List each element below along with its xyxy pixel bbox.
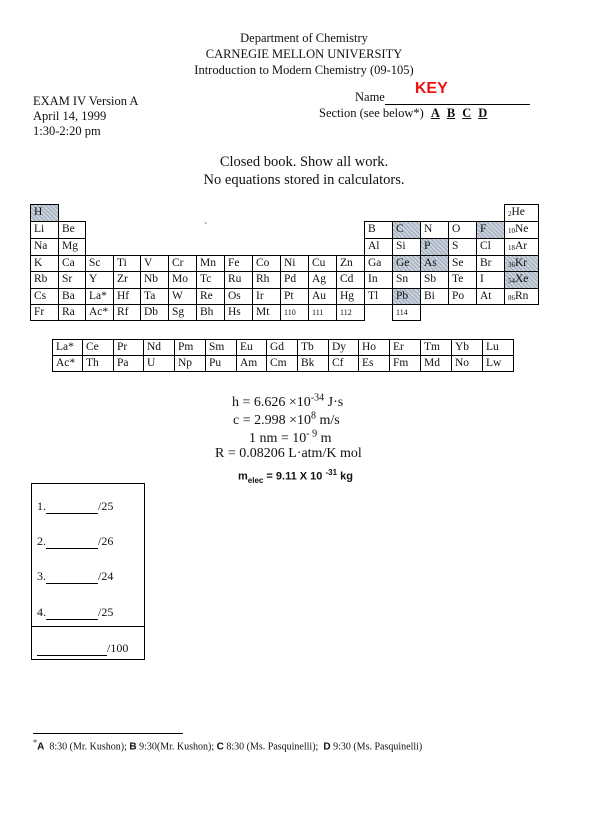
element-cell: Hf xyxy=(113,288,141,305)
exam-date: April 14, 1999 xyxy=(33,109,107,123)
instructions xyxy=(0,153,608,189)
element-cell: Sn xyxy=(392,271,421,289)
element-cell: Pr xyxy=(113,339,144,356)
element-cell: Se xyxy=(448,255,477,272)
element-cell: Tc xyxy=(196,271,225,289)
element-cell: Zr xyxy=(113,271,141,289)
element-cell: Lw xyxy=(482,355,514,372)
element-cell: Cd xyxy=(336,271,365,289)
element-cell: Cf xyxy=(328,355,359,372)
element-cell: Fm xyxy=(389,355,421,372)
element-cell: C xyxy=(392,221,421,239)
department: Department of Chemistry xyxy=(240,31,368,45)
element-cell: Tm xyxy=(420,339,452,356)
element-cell: Os xyxy=(224,288,253,305)
speed-of-light xyxy=(233,410,340,429)
score-row-3: 3. /24 xyxy=(37,569,114,583)
exam-title: EXAM IV Version A xyxy=(33,94,139,108)
element-cell: Sm xyxy=(205,339,237,356)
element-cell: 18Ar xyxy=(504,238,539,256)
element-cell: P xyxy=(420,238,449,256)
name-line[interactable] xyxy=(385,80,530,105)
element-cell: Br xyxy=(476,255,505,272)
exam-time: 1:30-2:20 pm xyxy=(33,124,101,138)
element-cell: No xyxy=(451,355,483,372)
element-cell: V xyxy=(140,255,169,272)
name-label: Name xyxy=(355,90,385,104)
element-cell: F xyxy=(476,221,505,239)
element-cell: Lu xyxy=(482,339,514,356)
element-cell: 10Ne xyxy=(504,221,539,239)
instruction-line: Closed book. Show all work. xyxy=(219,154,389,170)
element-cell: Ru xyxy=(224,271,253,289)
planck-constant xyxy=(232,392,343,411)
element-cell: Al xyxy=(364,238,393,256)
element-cell: Md xyxy=(420,355,452,372)
element-cell: Nb xyxy=(140,271,169,289)
element-cell: Pm xyxy=(174,339,206,356)
score-blank[interactable] xyxy=(46,501,98,514)
header xyxy=(0,30,608,78)
element-cell: Bi xyxy=(420,288,449,305)
section-field xyxy=(319,106,487,121)
score-blank[interactable] xyxy=(46,571,98,584)
element-cell: Db xyxy=(140,304,169,321)
element-cell: Si xyxy=(392,238,421,256)
element-cell: Sg xyxy=(168,304,197,321)
element-cell: Ti xyxy=(113,255,141,272)
element-cell: U xyxy=(143,355,175,372)
element-cell: O xyxy=(448,221,477,239)
electron-mass: $m_{elec} = 9.11$ X 10 $^{-31}$ kg xyxy=(238,468,353,485)
element-cell: Bh xyxy=(196,304,225,321)
element-cell: Es xyxy=(358,355,390,372)
element-cell: H xyxy=(30,204,59,222)
element-cell: 2He xyxy=(504,204,539,222)
nanometer-conversion xyxy=(249,428,332,447)
element-cell: Mo xyxy=(168,271,197,289)
element-cell: As xyxy=(420,255,449,272)
element-cell: 86Rn xyxy=(504,288,539,305)
stray-mark: ˋ xyxy=(204,222,208,233)
element-cell: Ca xyxy=(58,255,86,272)
element-cell: Tb xyxy=(297,339,329,356)
score-row-1: 1. /25 xyxy=(37,499,114,513)
element-cell: Cm xyxy=(266,355,298,372)
element-cell: Tl xyxy=(364,288,393,305)
name-value: KEY xyxy=(414,80,448,97)
element-cell: Ra xyxy=(58,304,86,321)
element-cell: Ag xyxy=(308,271,337,289)
element-cell: Zn xyxy=(336,255,365,272)
element-cell: In xyxy=(364,271,393,289)
footnote: *A 8:30 (Mr. Kushon); B 9:30(Mr. Kushon); C 8:30 (Ms. Pasquinelli); D 9:30 (Ms. Pasquinelli) xyxy=(33,738,423,753)
element-cell: Ga xyxy=(364,255,393,272)
element-cell: Po xyxy=(448,288,477,305)
element-cell: Be xyxy=(58,221,86,239)
section-label: Section (see below*) xyxy=(319,106,424,120)
element-cell: Sr xyxy=(58,271,86,289)
element-cell: 54Xe xyxy=(504,271,539,289)
element-cell: Ba xyxy=(58,288,86,305)
element-cell: Cl xyxy=(476,238,505,256)
element-cell: Am xyxy=(236,355,267,372)
element-cell: Fr xyxy=(30,304,59,321)
section-option-b[interactable]: B xyxy=(446,106,456,120)
score-divider xyxy=(32,626,144,627)
element-cell: La* xyxy=(52,339,83,356)
element-cell: Hg xyxy=(336,288,365,305)
element-cell: W xyxy=(168,288,197,305)
element-cell: Ac* xyxy=(52,355,83,372)
section-option-a[interactable]: A xyxy=(430,106,440,120)
element-cell: Ce xyxy=(82,339,114,356)
total-blank[interactable] xyxy=(37,643,107,656)
constant-text: 1 nm = $10^{- 9}$ m xyxy=(249,428,332,446)
instruction-line: No equations stored in calculators. xyxy=(203,172,405,188)
element-cell: 36Kr xyxy=(504,255,539,272)
element-cell: Pa xyxy=(113,355,144,372)
element-cell: Pt xyxy=(280,288,309,305)
element-cell: K xyxy=(30,255,59,272)
course-title: Introduction to Modern Chemistry (09-105) xyxy=(194,63,414,77)
element-cell: Au xyxy=(308,288,337,305)
element-cell: Ac* xyxy=(85,304,114,321)
element-cell: Pu xyxy=(205,355,237,372)
score-box xyxy=(31,483,145,660)
element-cell: Rh xyxy=(252,271,281,289)
element-cell: Ta xyxy=(140,288,169,305)
element-cell: At xyxy=(476,288,505,305)
element-cell: Nd xyxy=(143,339,175,356)
element-cell: B xyxy=(364,221,393,239)
element-cell: Y xyxy=(85,271,114,289)
score-total-row: /100 xyxy=(37,641,128,656)
element-cell: Hs xyxy=(224,304,253,321)
element-cell: Ge xyxy=(392,255,421,272)
element-cell: Pb xyxy=(392,288,421,305)
element-cell: Li xyxy=(30,221,59,239)
element-cell: 114 xyxy=(392,304,421,321)
element-cell: Na xyxy=(30,238,59,256)
element-cell: Cu xyxy=(308,255,337,272)
university: CARNEGIE MELLON UNIVERSITY xyxy=(205,47,403,61)
score-row-4: 4. /25 xyxy=(37,605,114,619)
element-cell: La* xyxy=(85,288,114,305)
element-cell: Dy xyxy=(328,339,359,356)
constant-text: $c = 2.998 \times 10^8$ m/s xyxy=(233,410,340,428)
section-option-c[interactable]: C xyxy=(462,106,472,120)
exam-info xyxy=(33,94,138,139)
element-cell: Bk xyxy=(297,355,329,372)
score-blank[interactable] xyxy=(46,536,98,549)
score-blank[interactable] xyxy=(46,607,98,620)
gas-constant: R = 0.08206 L·atm/K mol xyxy=(215,446,362,461)
element-cell: Fe xyxy=(224,255,253,272)
element-cell: Gd xyxy=(266,339,298,356)
element-cell: 110 xyxy=(280,304,309,321)
name-field xyxy=(355,80,530,105)
element-cell: Rb xyxy=(30,271,59,289)
element-cell: Ni xyxy=(280,255,309,272)
element-cell: Ir xyxy=(252,288,281,305)
element-cell: Mt xyxy=(252,304,281,321)
element-cell: Re xyxy=(196,288,225,305)
element-cell: Ho xyxy=(358,339,390,356)
element-cell: 111 xyxy=(308,304,337,321)
element-cell: Co xyxy=(252,255,281,272)
element-cell: Cs xyxy=(30,288,59,305)
element-cell: S xyxy=(448,238,477,256)
constant-text: $h = 6.626 \times 10^{-34}$ J·s xyxy=(232,392,344,410)
score-row-2: 2. /26 xyxy=(37,534,114,548)
element-cell: Er xyxy=(389,339,421,356)
section-option-d[interactable]: D xyxy=(478,106,488,120)
element-cell: 112 xyxy=(336,304,365,321)
element-cell: Sc xyxy=(85,255,114,272)
element-cell: I xyxy=(476,271,505,289)
footnote-divider xyxy=(33,733,183,734)
element-cell: Th xyxy=(82,355,114,372)
element-cell: Cr xyxy=(168,255,197,272)
element-cell: Sb xyxy=(420,271,449,289)
element-cell: Np xyxy=(174,355,206,372)
element-cell: Mn xyxy=(196,255,225,272)
element-cell: Eu xyxy=(236,339,267,356)
element-cell: Pd xyxy=(280,271,309,289)
element-cell: Mg xyxy=(58,238,86,256)
element-cell: Te xyxy=(448,271,477,289)
element-cell: N xyxy=(420,221,449,239)
element-cell: Rf xyxy=(113,304,141,321)
element-cell: Yb xyxy=(451,339,483,356)
